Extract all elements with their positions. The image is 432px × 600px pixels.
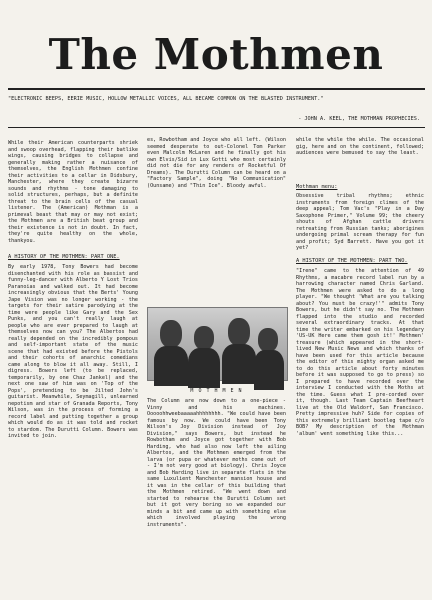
band-photo (147, 307, 288, 381)
menu-heading: Mothman menu: (296, 184, 338, 190)
column-3-top: while the while the while. The occasional gig, here and on the continent, followed; audiences were bemused to say the least. (296, 137, 428, 157)
column-1-intro: While their American counterparts shriek and swoop overhead, flapping their batlike wings, causing bridges to collapse and generally making rather a nuisance of themselves, the English Mothmen confine their activities to a cellar in Didsbury, Manchester, where they create bizarre sounds and rhythms - tone damaging to solid structures, perhaps, but a definite threat to the brain cells of the casual listener. The (American) Mothman is a primeval beast that may or may not exist; the Mothmen are a British beat group and their existence is not in doubt. In fact, they're quite healthy on the whole, thankyou. (8, 140, 142, 244)
column-3-heading: A HISTORY OF THE MOTHMEN: PART TWO. (296, 258, 408, 264)
column-2-top: es, Rowbotham and Joyce who all left. (Wilson seemed desperate to out-Colonel Tom Parker even Malcolm McLaren and he finally got his own Elvis/Sid in Lux Gotti who most certainly did not die for any renders of Rocketful Of Dreams). The Durutti Column can be heard on a "Factory Sample", doing "No Communication" (Ounsame) and "Thin Ice". Bloody awful. (147, 137, 290, 189)
column-3-body: "Irene" came to the attention of 49 Rhythms, a macabre record label run by a harrowing character named Chris Garland. The Mothmen were asked to do a long player. "We thought 'What are you talking about? You must be crazy!'" admits Tony Bowers, but he didn't say no. The Mothmen flapped into the studio and recorded several extraordinary tracks. At that time the writer embarked on his legendary 'US-UK Here came them gosh it!' Mothmen' treasure (which appeared in the short-lived New Music News and which thanks of have been used for this article because the editor of this mighty organ asked me to do this article about forty minutes before it was supposed to go to press) so I prepared to have recorded over the interview I conducted with the Moths at the time. Guess what I pre-corded over it, though. Last Team Captain Beefheart live at the Old Waldorf, San Francisco. Pretty impressive huh? Side for copies of this extremely brilliant bootleg tape c/o BOB? My description of the Mothman 'album' went something like this... (296, 268, 428, 437)
epigraph-attribution: - JOHN A. KEEL, THE MOTHMAN PROPHECIES. (298, 116, 420, 122)
band-member-4 (258, 328, 278, 352)
epigraph-quote: "ELECTRONIC BEEPS, EERIE MUSIC, HOLLOW METALLIC VOICES, ALL BECAME COMMON ON THE BLASTED INSTRUMENT." (8, 96, 324, 102)
photo-caption: M O T H M E N (190, 388, 243, 394)
band-member-3 (228, 318, 250, 346)
column-1-body: By early 1978, Tony Bowers had become disenchanted with his role as bassist and funny-leg-dancer with Alberto Y Lost Trios Paranoias and walked out. It had become increasingly obvious that the Berts' Young Jape Vision was no longer working - the targets for their satire parodying at the time were people like Gary and the Sex Punks, and you can't really laugh at people who are ever prepared to laugh at themselves now can you? The Albertos had really depended on the incredibly pompous and self-important state of the music scene that had existed before the Pistols and their cohorts of anarchic comedians came along to blow it all away. Still, I digress. Bowers left (to be replaced, temporarily, by one Chaz Jankel) and the next one saw of him was on 'Top of the Pops', pretending to be Jilted John's guitarist. Meanwhile, Seymagill, unlearned nepotism and star of Granada Reports, Tony Wilson, was in the process of forming a record label and putting together a group which would do as it was told and rocket to stardom. The Durutti Column. Bowers was invited to join. (8, 264, 142, 440)
band-member-2 (194, 326, 214, 350)
column-2-bottom: The Column are now down to a one-piece - Vinny and his machines. Ooooohhweebaaaaahhhhhhhh. "We could have been famous by now. We could have been Tony Wilson's Joy Division instead of Joy Division," says Bowers, but instead he Rowbotham and Joyce got together with Bob Harding, who had also now left the ailing Albertos, and the Mothmen emerged from the larva (or pupa or whatever moths come out of - I'm not very good at biology). Chris Joyce and Bob Harding live in separate flats in the same Luxulient Manchester mansion house and it was in the cellar of this building that the Mothmen retired. "We went down and started to rehearse the Durutti Column set but it got very boring so we expanded our minds a bit and came up with something else which involved playing the wrong instruments". (147, 398, 290, 528)
band-member-1 (160, 320, 182, 348)
article-title: The Mothmen (48, 30, 384, 79)
menu-text: Obsessive tribal rhythms; ethnic instruments from foreign climes of the deep appeal; Tom Vac's "Play in a Day Saxophone Primer," Volume 99; the cheery shouts of Afghan cattle drivers retreating from Russian tanks; aborigines undergoing primal scream therapy for fun and profit; Syd Barrett. Have you got it yet? (296, 193, 428, 252)
epigraph-rule (8, 127, 425, 128)
title-rule (8, 88, 425, 90)
column-1-heading: A HISTORY OF THE MOTHMEN: PART ONE. (8, 254, 120, 260)
